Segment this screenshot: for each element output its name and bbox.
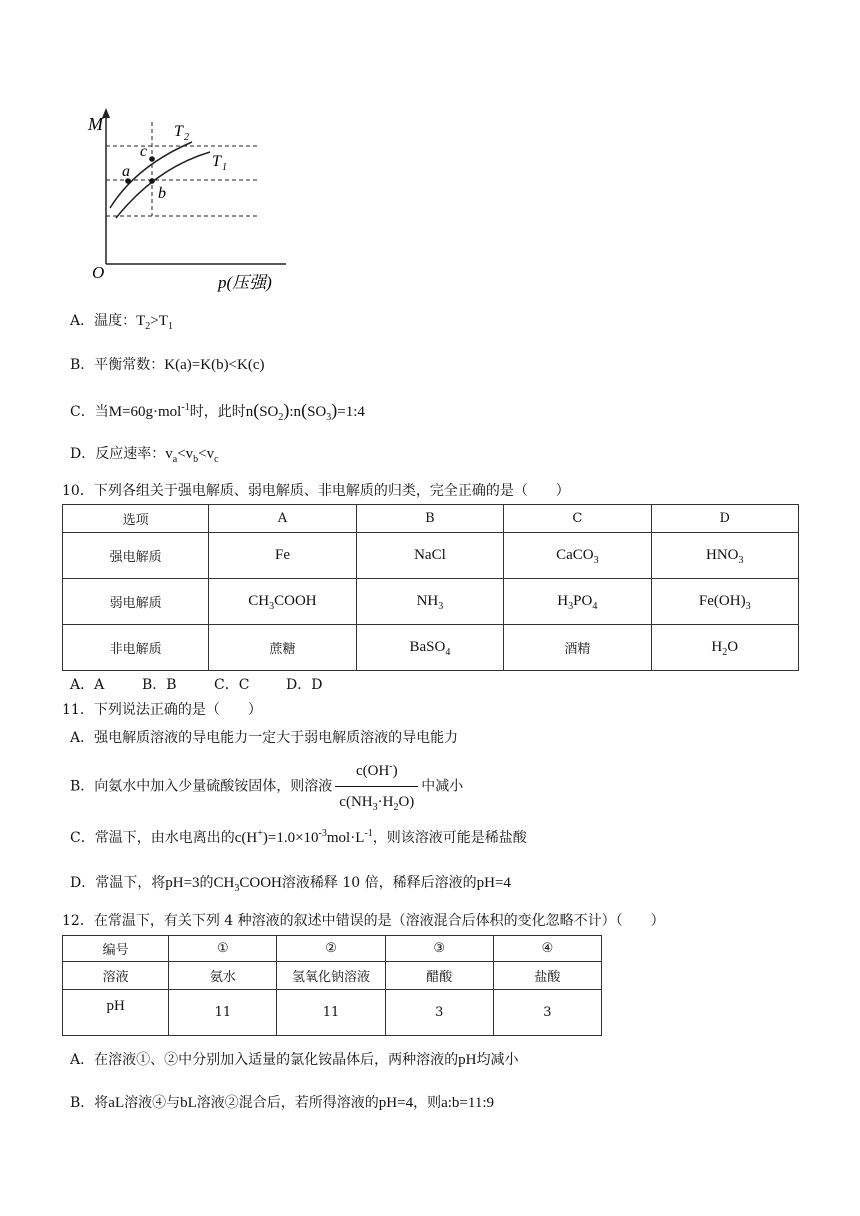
q12-header-4: ④ xyxy=(493,936,601,962)
q10-option-b: B．B xyxy=(142,677,177,693)
q11-stem: 11．下列说法正确的是（ ） xyxy=(62,702,262,718)
q12-stem: 12．在常温下，有关下列 4 种溶液的叙述中错误的是（溶液混合后体积的变化忽略不计）（ ） xyxy=(62,913,665,929)
q10-cell: CaCO$_3$ xyxy=(504,533,651,579)
curve-label-t2-sub: 2 xyxy=(184,132,189,143)
q10-cell: BaSO$_4$ xyxy=(356,625,503,671)
q10-cell: Fe xyxy=(209,533,357,579)
point-label-b: b xyxy=(158,185,166,202)
q9-option-a: A．温度：$T_2>T_1$ xyxy=(70,313,173,332)
q10-cell: $Fe(OH)_3$ xyxy=(651,579,798,625)
q10-table xyxy=(62,504,799,671)
q12-row-label: pH xyxy=(63,990,169,1036)
q10-header-c: C xyxy=(504,505,651,533)
q10-cell: $H_2O$ xyxy=(651,625,798,671)
origin-label: O xyxy=(92,263,105,282)
point-label-c: c xyxy=(140,143,148,160)
q12-cell: 11 xyxy=(277,990,385,1036)
q10-header-b: B xyxy=(356,505,503,533)
q10-cell: NaCl xyxy=(356,533,503,579)
point-b xyxy=(149,178,155,184)
q10-cell: $CH_3COOH$ xyxy=(209,579,357,625)
q11-option-d: D．常温下，将pH=3的$CH_3COOH$溶液稀释 10 倍，稀释后溶液的pH=4 xyxy=(70,875,511,894)
q10-option-a: A．A xyxy=(70,677,105,693)
x-axis-label: p(压强) xyxy=(218,273,272,292)
q12-row-label: 溶液 xyxy=(63,962,169,990)
q12-cell: 氨水 xyxy=(169,962,277,990)
q10-options xyxy=(70,675,358,695)
q12-table xyxy=(62,935,602,1036)
q12-cell: 3 xyxy=(385,990,493,1036)
q10-row-label: 非电解质 xyxy=(63,625,209,671)
y-axis-label: M xyxy=(88,114,103,134)
pressure-molar-mass-graph xyxy=(86,106,296,296)
q10-row-label: 强电解质 xyxy=(63,533,209,579)
q12-option-b: B．将aL溶液④与bL溶液②混合后，若所得溶液的pH=4，则a:b=11:9 xyxy=(70,1095,494,1111)
q11-option-c: C．常温下，由水电离出的$c(H^+)=1.0\times 10^{-3}mol\cdot L^{-1}$，则该溶液可能是稀盐酸 xyxy=(70,828,527,846)
q10-cell: $H_3PO_4$ xyxy=(504,579,651,625)
q12-cell: 盐酸 xyxy=(493,962,601,990)
q12-header-number: 编号 xyxy=(63,936,169,962)
q10-header-d: D xyxy=(651,505,798,533)
q12-header-2: ② xyxy=(277,936,385,962)
q9-option-d: D．反应速率：$v_a<v_b<v_c$ xyxy=(70,446,219,465)
q10-option-c: C．C xyxy=(214,677,250,693)
q10-header-option: 选项 xyxy=(63,505,209,533)
q9-option-c: C．当M=60g·mol$^{-1}$时，此时$n(SO_2):n(SO_3)=1:4$ xyxy=(70,400,365,423)
q10-header-a: A xyxy=(209,505,357,533)
q12-cell: 氢氧化钠溶液 xyxy=(277,962,385,990)
point-c xyxy=(149,156,155,162)
q12-header-3: ③ xyxy=(385,936,493,962)
q12-option-a: A．在溶液①、②中分别加入适量的氯化铵晶体后，两种溶液的pH均减小 xyxy=(70,1052,519,1068)
q12-header-1: ① xyxy=(169,936,277,962)
q12-cell: 醋酸 xyxy=(385,962,493,990)
y-axis-arrow xyxy=(102,108,110,118)
q12-cell: 11 xyxy=(169,990,277,1036)
concentration-fraction: $\frac{c(OH^-)}{c(NH_3\cdot H_2O)}$ xyxy=(335,758,418,815)
point-label-a: a xyxy=(122,163,130,180)
curve-label-t2: T xyxy=(174,123,183,140)
q10-option-d: D．D xyxy=(286,677,323,693)
q10-stem: 10．下列各组关于强电解质、弱电解质、非电解质的归类，完全正确的是（ ） xyxy=(62,483,570,499)
q9-option-b: B．平衡常数：K(a)=K(b)<K(c) xyxy=(70,357,265,373)
q12-cell: 3 xyxy=(493,990,601,1036)
curve-label-t1-sub: 1 xyxy=(222,162,227,173)
q10-cell: $HNO_3$ xyxy=(651,533,798,579)
q11-option-a: A．强电解质溶液的导电能力一定大于弱电解质溶液的导电能力 xyxy=(70,730,459,746)
q10-cell: 蔗糖 xyxy=(209,625,357,671)
q10-cell: $NH_3$ xyxy=(356,579,503,625)
q10-cell: 酒精 xyxy=(504,625,651,671)
curve-label-t1: T xyxy=(212,153,221,170)
q10-row-label: 弱电解质 xyxy=(63,579,209,625)
q11-option-b: B．向氨水中加入少量硫酸铵固体，则溶液 $\frac{c(OH^-)}{c(NH_3\cdot H_2O)}$ 中减小 xyxy=(70,758,463,815)
